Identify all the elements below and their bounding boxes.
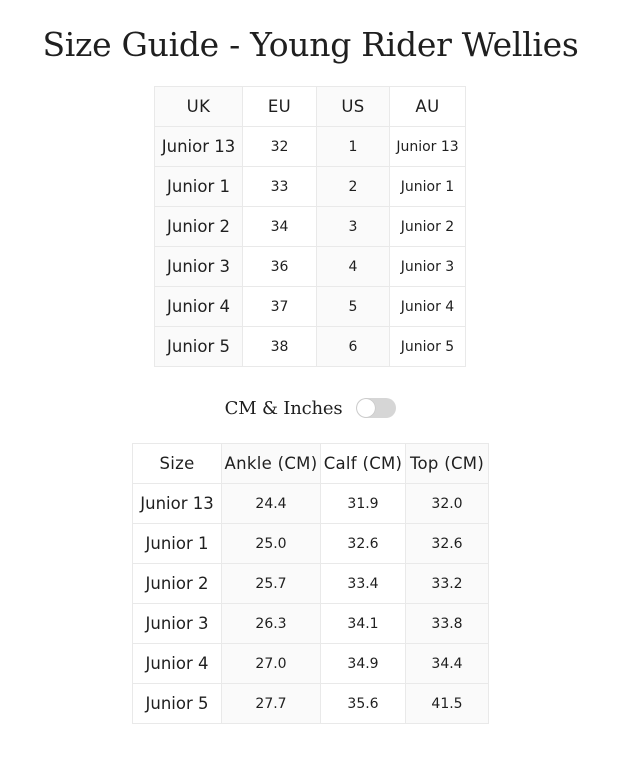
cell-eu: 32	[243, 127, 317, 167]
size-conversion-table	[154, 86, 466, 367]
cell-au: Junior 4	[390, 287, 466, 327]
cell-calf: 31.9	[321, 484, 406, 524]
cell-calf: 34.9	[321, 644, 406, 684]
cell-uk: Junior 3	[155, 247, 243, 287]
table-row	[155, 247, 466, 287]
header-calf: Calf (CM)	[321, 444, 406, 484]
cell-top: 32.6	[406, 524, 489, 564]
table-header-row	[155, 87, 466, 127]
table-row	[155, 207, 466, 247]
cell-us: 6	[317, 327, 390, 367]
header-uk: UK	[155, 87, 243, 127]
table-row	[133, 564, 489, 604]
cell-eu: 33	[243, 167, 317, 207]
cell-eu: 34	[243, 207, 317, 247]
cell-au: Junior 13	[390, 127, 466, 167]
cell-uk: Junior 2	[155, 207, 243, 247]
header-au: AU	[390, 87, 466, 127]
cell-top: 34.4	[406, 644, 489, 684]
header-ankle: Ankle (CM)	[222, 444, 321, 484]
cell-ankle: 24.4	[222, 484, 321, 524]
cell-top: 41.5	[406, 684, 489, 724]
cell-eu: 36	[243, 247, 317, 287]
table-row	[155, 127, 466, 167]
cell-us: 2	[317, 167, 390, 207]
cell-uk: Junior 1	[155, 167, 243, 207]
cell-size: Junior 13	[133, 484, 222, 524]
table-row	[155, 167, 466, 207]
header-top: Top (CM)	[406, 444, 489, 484]
cell-ankle: 25.7	[222, 564, 321, 604]
cell-uk: Junior 4	[155, 287, 243, 327]
cell-calf: 34.1	[321, 604, 406, 644]
table-row	[133, 644, 489, 684]
cell-calf: 33.4	[321, 564, 406, 604]
header-size: Size	[133, 444, 222, 484]
cell-uk: Junior 5	[155, 327, 243, 367]
cell-uk: Junior 13	[155, 127, 243, 167]
cell-eu: 38	[243, 327, 317, 367]
cell-calf: 35.6	[321, 684, 406, 724]
cell-calf: 32.6	[321, 524, 406, 564]
cell-top: 32.0	[406, 484, 489, 524]
cell-size: Junior 3	[133, 604, 222, 644]
page-title: Size Guide - Young Rider Wellies	[42, 25, 579, 64]
table-row	[133, 604, 489, 644]
cell-ankle: 27.7	[222, 684, 321, 724]
cell-ankle: 25.0	[222, 524, 321, 564]
cell-size: Junior 2	[133, 564, 222, 604]
measurements-table	[132, 443, 489, 724]
header-us: US	[317, 87, 390, 127]
cm-inches-toggle[interactable]	[356, 398, 396, 418]
table-row	[133, 524, 489, 564]
cell-top: 33.2	[406, 564, 489, 604]
cell-us: 3	[317, 207, 390, 247]
cell-size: Junior 4	[133, 644, 222, 684]
unit-toggle-row	[0, 394, 621, 422]
table-row	[155, 327, 466, 367]
header-eu: EU	[243, 87, 317, 127]
cell-au: Junior 1	[390, 167, 466, 207]
cell-au: Junior 2	[390, 207, 466, 247]
cell-us: 1	[317, 127, 390, 167]
unit-toggle-label: CM & Inches	[224, 397, 343, 419]
cell-us: 4	[317, 247, 390, 287]
cell-ankle: 27.0	[222, 644, 321, 684]
cell-au: Junior 3	[390, 247, 466, 287]
cell-size: Junior 1	[133, 524, 222, 564]
table-row	[133, 684, 489, 724]
cell-eu: 37	[243, 287, 317, 327]
table-row	[133, 484, 489, 524]
toggle-knob	[357, 399, 375, 417]
cell-size: Junior 5	[133, 684, 222, 724]
table-header-row	[133, 444, 489, 484]
cell-ankle: 26.3	[222, 604, 321, 644]
table-row	[155, 287, 466, 327]
cell-au: Junior 5	[390, 327, 466, 367]
cell-top: 33.8	[406, 604, 489, 644]
cell-us: 5	[317, 287, 390, 327]
